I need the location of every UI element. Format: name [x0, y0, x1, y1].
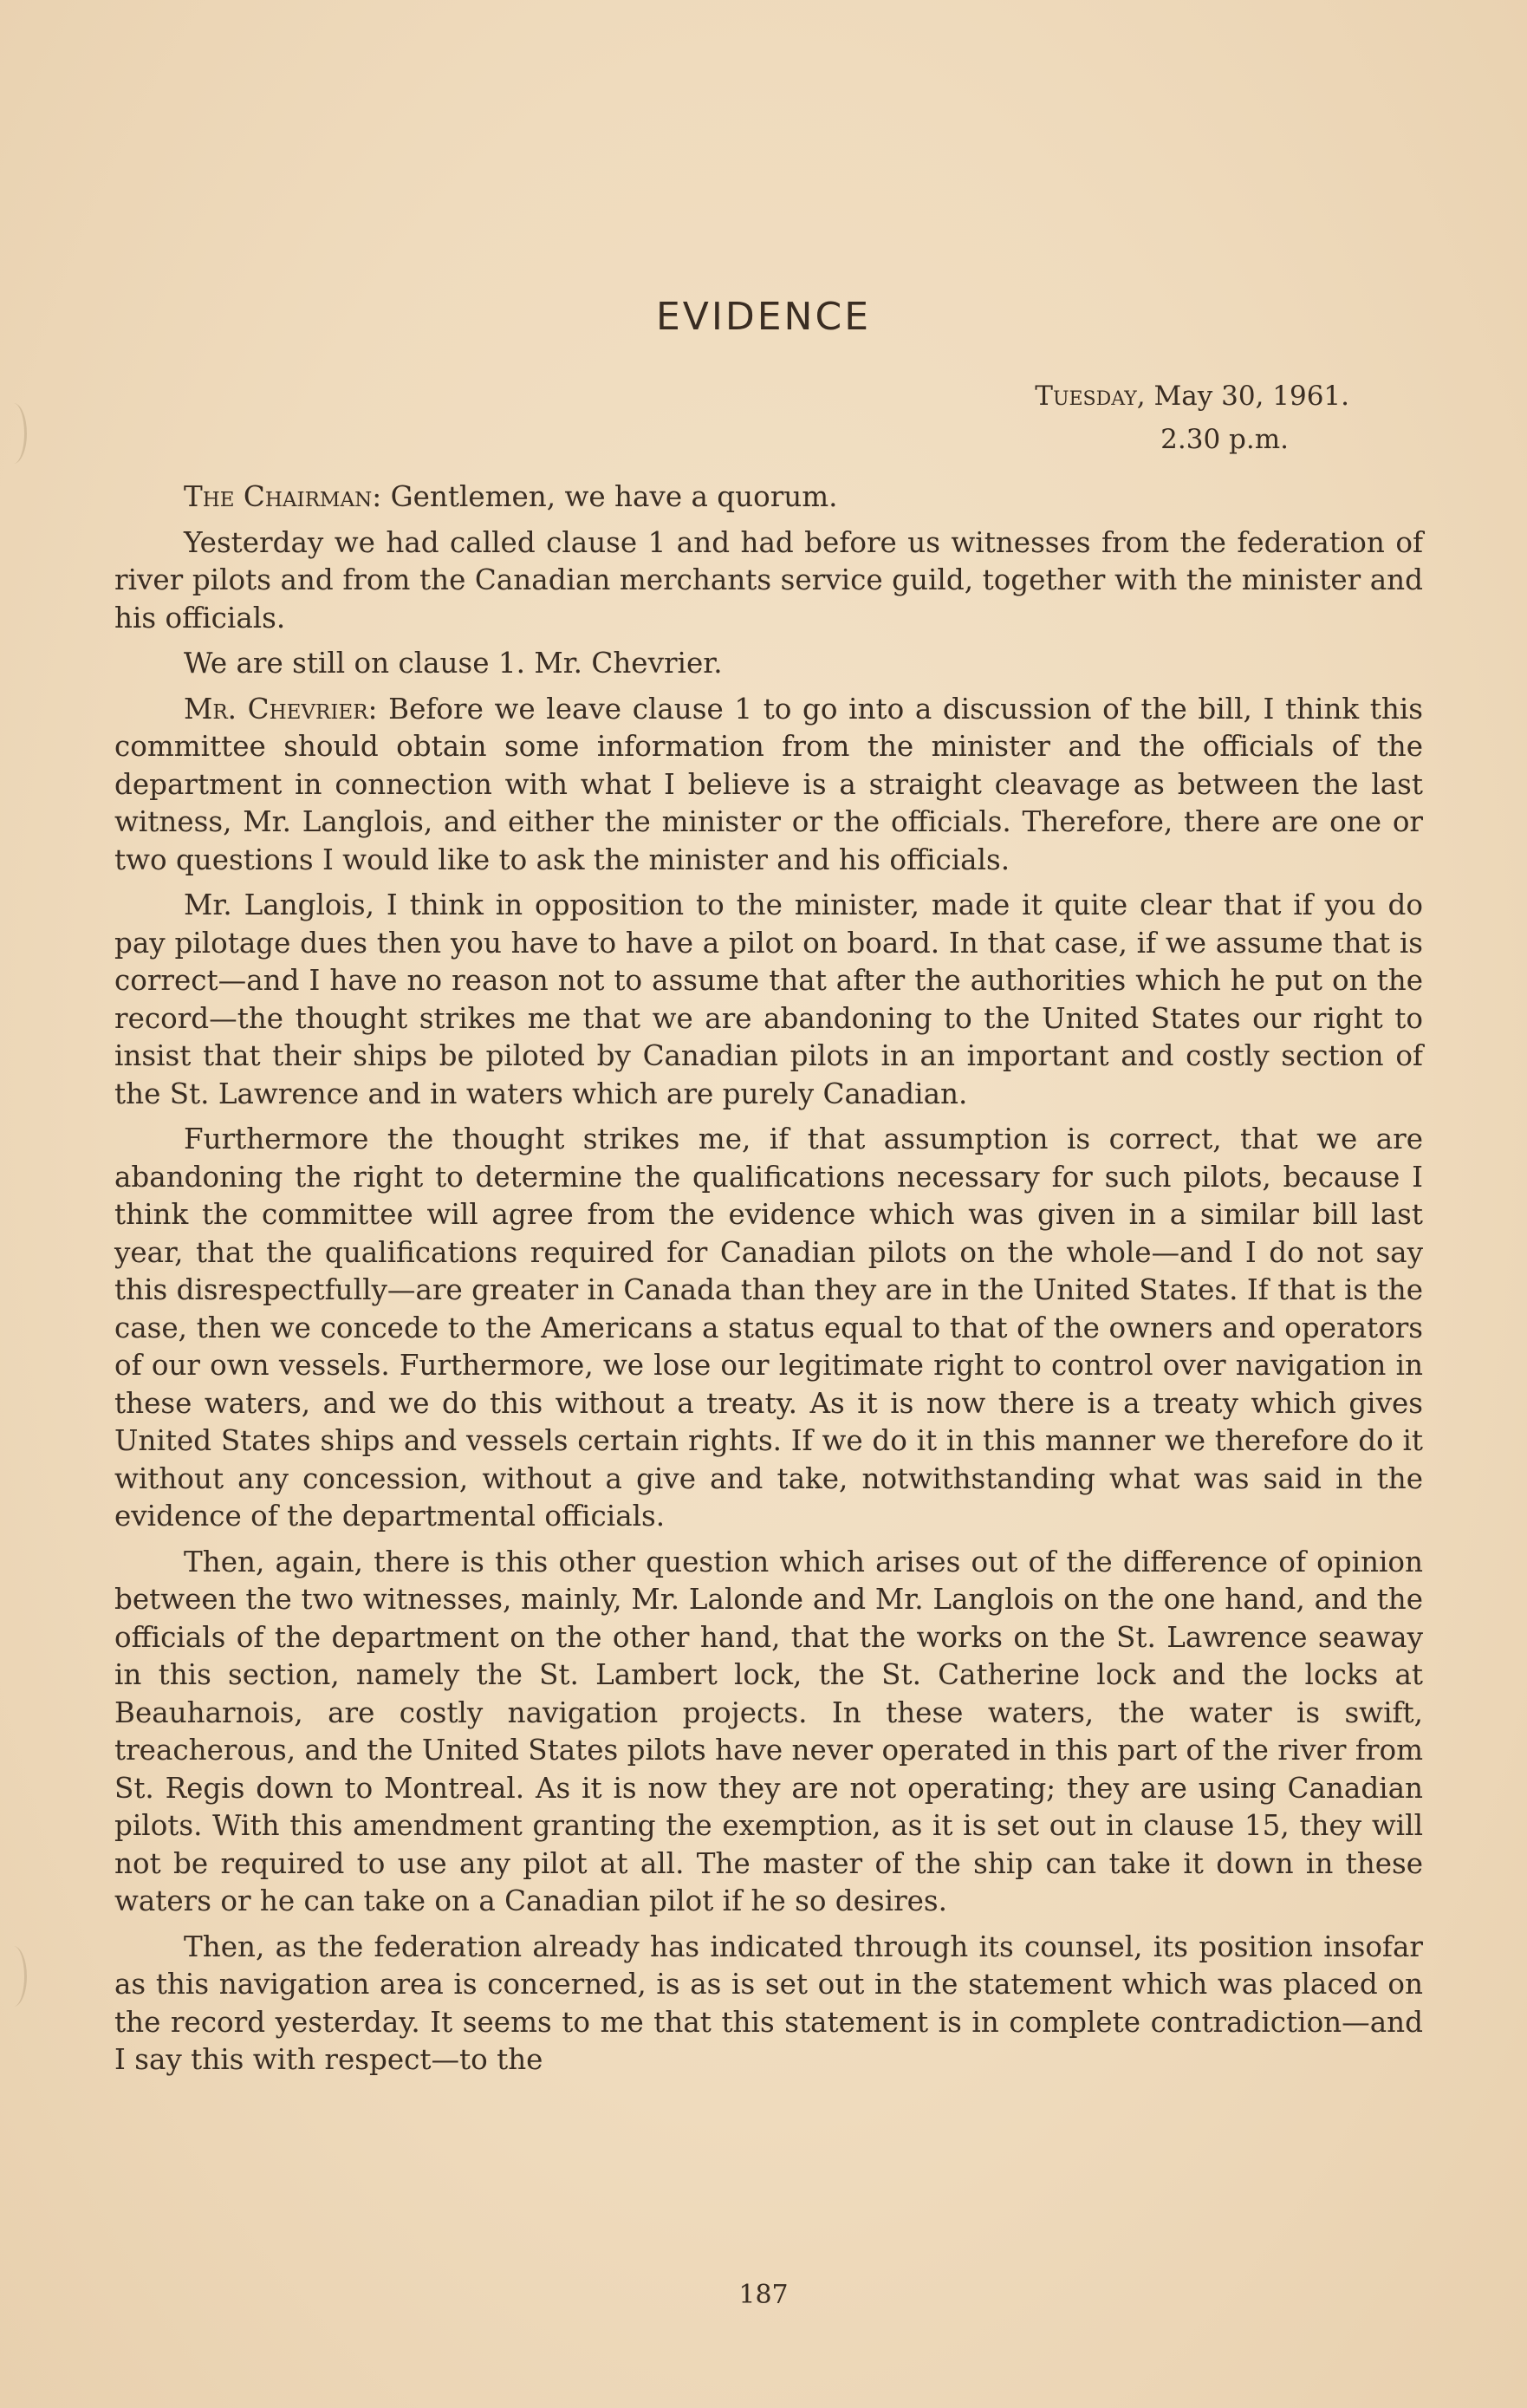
- binding-hole-mark: [0, 403, 27, 464]
- dateline: [1035, 374, 1349, 461]
- day-of-week: Tuesday,: [1035, 381, 1146, 412]
- speaker-name: The Chairman:: [184, 480, 382, 513]
- paragraph-text: Gentlemen, we have a quorum.: [390, 480, 838, 513]
- date-row: [1035, 374, 1349, 418]
- paragraph-text: Mr. Langlois, I think in opposition to the minister, made it quite clear that if you do pay pilotage dues then you have to have a pilot on board. In that case, if we assume that is correct—and I have no reason not to assume that after the authorities which he put on the record—the thought strikes me that we are abandoning to the United States our right to insist that their ships be piloted by Canadian pilots in an important and costly section of the St. Lawrence and in waters which are purely Canadian.: [114, 888, 1423, 1110]
- transcript-body: [114, 478, 1423, 2087]
- paragraph-text: Then, as the federation already has indicated through its counsel, its position insofar as this navigation area is concerned, is as is set out in the statement which was placed on the record yesterday. It seems to me that this statement is in complete contradiction—and I say this with respect—to the: [114, 1930, 1423, 2076]
- date: May 30, 1961.: [1153, 381, 1349, 412]
- paragraph: [114, 645, 1423, 683]
- paragraph: [114, 1121, 1423, 1536]
- page-number: 187: [738, 2280, 789, 2310]
- paragraph: [114, 1544, 1423, 1921]
- paragraph-text: We are still on clause 1. Mr. Chevrier.: [184, 647, 723, 680]
- paragraph: [114, 691, 1423, 880]
- paragraph: [114, 1929, 1423, 2079]
- time: 2.30 p.m.: [1160, 424, 1289, 455]
- paragraph-text: Yesterday we had called clause 1 and had before us witnesses from the federation of river pilots and from the Canadian merchants service guild, together with the minister and his officials.: [114, 525, 1423, 635]
- speaker-name: Mr. Chevrier:: [184, 692, 378, 726]
- paragraph-text: Then, again, there is this other question which arises out of the difference of opinion between the two witnesses, mainly, Mr. Lalonde and Mr. Langlois on the one hand, and the officials of the department on the other hand, that the works on the St. Lawrence seaway in this section, namely the St. Lambert lock, the St. Catherine lock and the locks at Beauharnois, are costly navigation projects. In these waters, the water is swift, treacherous, and the United States pilots have never operated in this part of the river from St. Regis down to Montreal. As it is now they are not operating; they are using Canadian pilots. With this amendment granting the exemption, as it is set out in clause 15, they will not be required to use any pilot at all. The master of the ship can take it down in these waters or he can take on a Canadian pilot if he so desires.: [114, 1545, 1423, 1917]
- paragraph-text: Before we leave clause 1 to go into a discussion of the bill, I think this committee should obtain some information from the minister and the officials of the department in connection with what I believe is a straight cleavage as between the last witness, Mr. Langlois, and either the minister or the officials. Therefore, there are one or two questions I would like to ask the minister and his officials.: [114, 692, 1423, 876]
- paragraph: [114, 887, 1423, 1113]
- page-title: EVIDENCE: [656, 295, 871, 339]
- paragraph: [114, 524, 1423, 638]
- binding-hole-mark: [0, 1946, 27, 2007]
- paragraph-text: Furthermore the thought strikes me, if that assumption is correct, that we are abandoning the right to determine the qualifications necessary for such pilots, because I think the committee will agree from the evidence which was given in a similar bill last year, that the qualifications required for Canadian pilots on the whole—and I do not say this disrespectfully—are greater in Canada than they are in the United States. If that is the case, then we concede to the Americans a status equal to that of the owners and operators of our own vessels. Furthermore, we lose our legitimate right to control over navigation in these waters, and we do this without a treaty. As it is now there is a treaty which gives United States ships and vessels certain rights. If we do it in this manner we therefore do it without any concession, without a give and take, notwithstanding what was said in the evidence of the departmental officials.: [114, 1123, 1423, 1533]
- paragraph: [114, 478, 1423, 517]
